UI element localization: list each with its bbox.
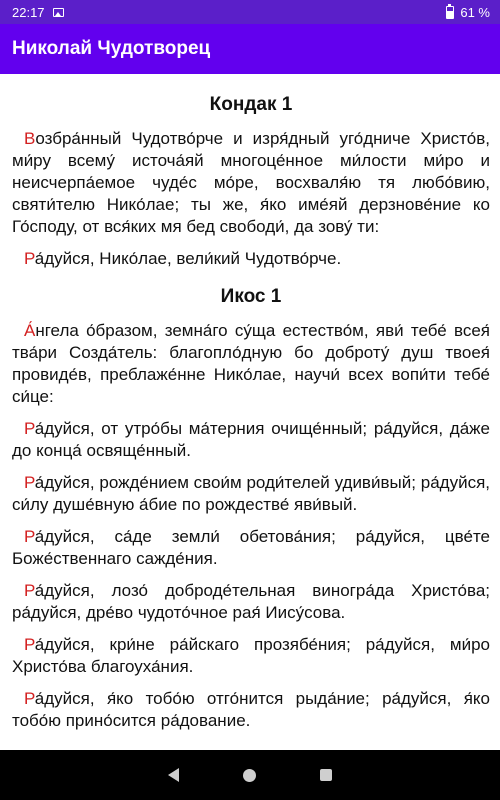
status-time: 22:17 xyxy=(12,4,45,20)
prayer-paragraph xyxy=(12,526,490,570)
recents-icon[interactable] xyxy=(320,769,332,781)
initial-letter: Р xyxy=(24,689,35,708)
initial-letter: А́ xyxy=(24,321,36,340)
prayer-paragraph xyxy=(12,472,490,516)
prayer-paragraph xyxy=(12,128,490,238)
initial-letter: Р xyxy=(24,419,35,438)
paragraph-text: а́дуйся, я́ко тобо́ю отго́нится рыда́ние; ра́дуйся, я́ко тобо́ю прино́сится ра́дование. xyxy=(12,689,490,730)
initial-letter: Р xyxy=(24,581,35,600)
paragraph-text: а́дуйся, рожде́нием свои́м роди́телей удиви́вый; ра́дуйся, си́лу душе́вную а́бие по рождестве́ яви́вый. xyxy=(12,473,490,514)
section-heading: Икос 1 xyxy=(220,286,282,307)
section-heading: Кондак 1 xyxy=(209,94,293,115)
paragraph-text: а́дуйся, са́де земли́ обетова́ния; ра́дуйся, цве́те Боже́ственнаго сажде́ния. xyxy=(12,527,490,568)
image-notification-icon xyxy=(53,8,64,17)
app-bar xyxy=(0,24,500,74)
home-icon[interactable] xyxy=(243,769,256,782)
prayer-text-scroll[interactable] xyxy=(0,74,500,750)
battery-percent: 61 % xyxy=(460,4,490,20)
app-title: Николай Чудотворец xyxy=(12,38,211,59)
initial-letter: Р xyxy=(24,635,35,654)
prayer-paragraph xyxy=(12,580,490,624)
initial-letter: Р xyxy=(24,527,35,546)
status-bar-right xyxy=(446,5,490,20)
prayer-paragraph xyxy=(12,248,490,270)
status-bar xyxy=(0,0,500,24)
paragraph-text: нгела о́бразом, земна́го су́ща естество́м, яви́ тебе́ всея́ тва́ри Созда́тель: благопло́дную бо доброту́ душ твоея́ провиде́в, преблаже́нне Нико́лае, научи́ всех вопи́ти тебе́ си́це: xyxy=(12,321,490,406)
back-icon[interactable] xyxy=(168,768,179,782)
prayer-paragraph xyxy=(12,634,490,678)
initial-letter: Р xyxy=(24,249,35,268)
paragraph-text: а́дуйся, лозо́ доброде́тельная виногра́да Христо́ва; ра́дуйся, дре́во чудото́чное рая́ Иису́сова. xyxy=(12,581,490,622)
initial-letter: Р xyxy=(24,473,35,492)
paragraph-text: а́дуйся, Нико́лае, вели́кий Чудотво́рче. xyxy=(34,249,342,268)
battery-fill xyxy=(447,11,453,18)
paragraph-text: а́дуйся, от утро́бы ма́терния очище́нный; ра́дуйся, да́же до конца́ освяще́нный. xyxy=(12,419,490,460)
prayer-paragraph xyxy=(12,688,490,732)
battery-icon xyxy=(446,6,454,19)
paragraph-text: озбра́нный Чудотво́рче и изря́дный уго́дниче Христо́в, ми́ру всему́ источа́яй многоце́нное ми́лости ми́ро и неисчерпа́емое чуде́с мо́ре, восхваля́ю тя любо́вию, святи́телю Нико́лае; ты же, я́ко име́яй дерзнове́ние ко Го́споду, от вся́ких мя бед свободи́, да зову́ ти: xyxy=(12,129,490,236)
initial-letter: В xyxy=(24,129,36,148)
system-navigation-bar xyxy=(0,750,500,800)
status-bar-left xyxy=(12,5,64,20)
paragraph-text: а́дуйся, кри́не ра́йскаго прозябе́ния; ра́дуйся, ми́ро Христо́ва благоуха́ния. xyxy=(12,635,490,676)
prayer-paragraph xyxy=(12,320,490,408)
prayer-paragraph xyxy=(12,418,490,462)
